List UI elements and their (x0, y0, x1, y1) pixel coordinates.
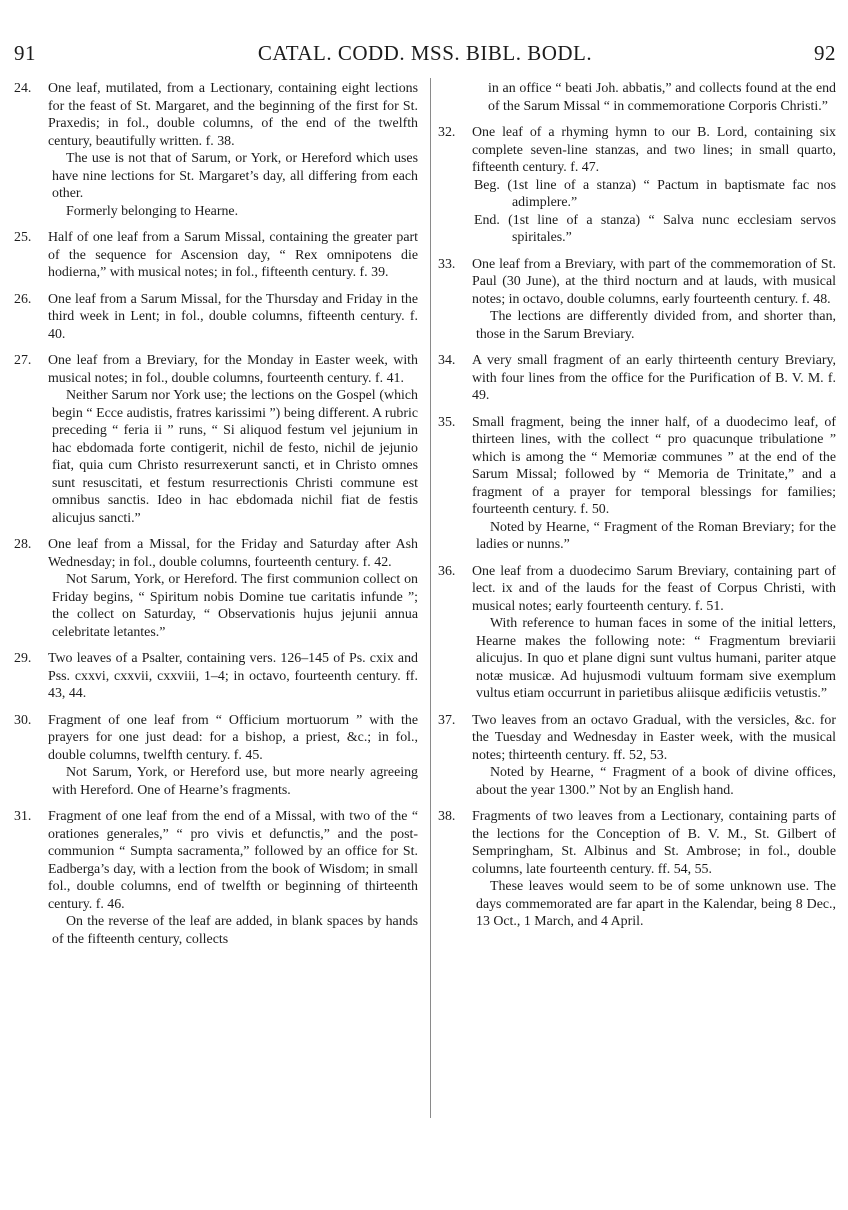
catalogue-entry (438, 563, 836, 703)
continuation-text: in an office “ beati Joh. abbatis,” and collects found at the end of the Sarum Missal “ in commemoratione Corporis Christi.” (488, 81, 836, 114)
entry-description (14, 536, 418, 571)
entry-description (438, 712, 836, 765)
catalogue-entry (14, 291, 418, 344)
entry-description (14, 291, 418, 344)
running-title: CATAL. CODD. MSS. BIBL. BODL. (257, 41, 593, 65)
right-page-number: 92 (814, 41, 836, 65)
catalogue-entry (14, 808, 418, 948)
entry-number: 36. (438, 563, 456, 579)
entry-description (14, 229, 418, 282)
left-column (14, 80, 418, 957)
entry-number: 35. (438, 414, 456, 430)
catalogue-entry (14, 650, 418, 703)
entry-number: 29. (14, 651, 32, 666)
entry-text: A very small fragment of an early thirteenth century Breviary, with four lines from the office for the Purification of B. V. M. f. 49. (472, 353, 836, 403)
entry-description (438, 414, 836, 519)
catalogue-entry (438, 712, 836, 800)
entry-note: The lections are differently divided from, and shorter than, those in the Sarum Breviary. (476, 309, 836, 342)
entry-note: Neither Sarum nor York use; the lections on the Gospel (which begin “ Ecce audistis, fratres karissimi ”) being different. A rubric preceding “ feria ii ” runs, “ Si aliquod festum vel jejunium in hac ebdomada forte contigerit, nichil de festo, nichil de jejunio fiat, quia cum Christo resurrexerunt sancti, et in Christo omnes sunt resuscitati, et festum resurrectionis Christi commune est omnibus sanctis. Ideo in hac ebdomada nichil fiat de festis alicujus sancti.” (52, 388, 418, 526)
catalogue-entry (438, 352, 836, 405)
entry-note: With reference to human faces in some of the initial letters, Hearne makes the following note: “ Fragmentum breviarii alicujus. In quo et plane digni sunt vultus humani, pariter atque notæ musicæ. Ad hujusmodi vultuum formam sive exemplum vultus etiam occurrunt in parietibus aliisque ædificiis vetustis.” (476, 616, 836, 701)
catalogue-entry (14, 712, 418, 800)
entry-number: 32. (438, 125, 456, 140)
page-header (14, 40, 836, 70)
catalogue-entry (438, 414, 836, 554)
entry-description (14, 80, 418, 150)
entry-description (438, 256, 836, 309)
entry-number: 34. (438, 353, 456, 368)
entry-description (438, 563, 836, 616)
catalogue-entry (14, 536, 418, 641)
entry-description (438, 808, 836, 878)
catalogue-entry (14, 352, 418, 527)
entry-text: Fragment of one leaf from “ Officium mortuorum ” with the prayers for one just dead: for a bishop, a priest, &c.; in fol., double columns, twelfth century. f. 45. (48, 712, 418, 763)
entry-description (14, 808, 418, 913)
entry-text: Fragments of two leaves from a Lectionary, containing parts of the lections for the Conception of B. V. M., St. Gilbert of Sempringham, St. Albinus and St. Ambrose; in fol., double columns, late fourteenth century. ff. 54, 55. (472, 809, 836, 877)
entry-note: Formerly belonging to Hearne. (66, 203, 239, 219)
entry-number: 37. (438, 712, 456, 728)
entry-text: Two leaves from an octavo Gradual, with the versicles, &c. for the Tuesday and Wednesday in Easter week, with the musical notes; thirteenth century. ff. 52, 53. (472, 712, 836, 763)
entry-text: Half of one leaf from a Sarum Missal, containing the greater part of the sequence for Ascension day, “ Rex omnipotens die hodierna,” with musical notes; in fol., fifteenth century. f. 39. (48, 230, 418, 280)
entry-text: One leaf from a Breviary, with part of the commemoration of St. Paul (30 June), at the third nocturn and at lauds, with musical notes; in octavo, double columns, early fourteenth century. f. 48. (472, 256, 836, 307)
entry-text: One leaf from a Missal, for the Friday and Saturday after Ash Wednesday; in fol., double columns, fourteenth century. f. 42. (48, 537, 418, 570)
entry-incipit: Beg. (1st line of a stanza) “ Pactum in baptismate fac nos adimplere.” (474, 177, 836, 210)
entry-description (14, 712, 418, 765)
entry-note: These leaves would seem to be of some unknown use. The days commemorated are far apart in the Kalendar, being 8 Dec., 13 Oct., 1 March, and 4 April. (476, 879, 836, 929)
entry-text: One leaf, mutilated, from a Lectionary, containing eight lections for the feast of St. Margaret, and the beginning of the first for St. Praxedis; in fol., double columns, of the end of the twelfth century, beautifully written. f. 38. (48, 81, 418, 149)
entry-number: 28. (14, 537, 32, 552)
entry-note: Not Sarum, York, or Hereford use, but more nearly agreeing with Hereford. One of Hearne’s fragments. (52, 765, 418, 798)
catalogue-entry (14, 80, 418, 220)
entry-description (14, 650, 418, 703)
entry-number: 33. (438, 256, 456, 272)
right-column (438, 80, 836, 940)
entry-note: Noted by Hearne, “ Fragment of the Roman Breviary; for the ladies or nunns.” (476, 519, 836, 552)
entry-text: One leaf from a duodecimo Sarum Breviary, containing part of lect. ix and of the lauds for the feast of Corpus Christi, with musical notes; early fourteenth century. f. 51. (472, 563, 836, 614)
entry-text: One leaf from a Sarum Missal, for the Thursday and Friday in the third week in Lent; in fol., double columns, fifteenth century. f. 40. (48, 291, 418, 342)
entry-text: Two leaves of a Psalter, containing vers. 126–145 of Ps. cxix and Pss. cxxvi, cxxvii, cxxviii, 1–4; in octavo, fourteenth century. ff. 43, 44. (48, 651, 418, 701)
catalogue-entry (438, 256, 836, 344)
entry-text: One leaf of a rhyming hymn to our B. Lord, containing six complete seven-line stanzas, and two lines; in small quarto, fifteenth century. f. 47. (472, 125, 836, 175)
entry-number: 30. (14, 712, 32, 728)
entry-note: On the reverse of the leaf are added, in blank spaces by hands of the fifteenth century, collects (52, 914, 418, 947)
entry-description (438, 352, 836, 405)
left-page-number: 91 (14, 41, 36, 65)
entry-description (438, 124, 836, 177)
entry-text: Small fragment, being the inner half, of a duodecimo leaf, of thirteen lines, with the collect “ pro quacunque tribulatione ” which is among the “ Memoriæ communes ” at the end of the Sarum Missal; followed by “ Memoria de Trinitate,” and a fragment of a prayer for temporal blessings for families; fourteenth century. f. 50. (472, 414, 836, 517)
entry-description (14, 352, 418, 387)
entry-note: Not Sarum, York, or Hereford. The first communion collect on Friday begins, “ Spiritum nobis Domine tue caritatis infunde ”; the collect on Saturday, “ Observationis hujus jejunii annua celebritate letantes.” (52, 572, 418, 640)
entry-text: Fragment of one leaf from the end of a Missal, with two of the “ orationes generales,” “ pro vivis et defunctis,” and the post-communion “ Sumpta sacramenta,” followed by an office for St. Eadberga’s day, with a lection from the book of Wisdom; in small fol., double columns, end of twelfth or beginning of thirteenth century. f. 46. (48, 809, 418, 912)
right-column-entries (438, 124, 836, 931)
column-divider (430, 78, 431, 1118)
entry-number: 24. (14, 81, 32, 96)
entry-number: 31. (14, 809, 32, 824)
entry-incipit: End. (1st line of a stanza) “ Salva nunc ecclesiam servos spiritales.” (474, 212, 836, 245)
entry-number: 27. (14, 353, 32, 368)
catalogue-entry (438, 124, 836, 247)
entry-number: 26. (14, 291, 32, 307)
entry-number: 38. (438, 809, 456, 824)
catalogue-entry (438, 808, 836, 931)
entry-note: Noted by Hearne, “ Fragment of a book of divine offices, about the year 1300.” Not by an English hand. (476, 765, 836, 798)
catalogue-entry (14, 229, 418, 282)
entry-note: The use is not that of Sarum, or York, or Hereford which uses have nine lections for St. Margaret’s day, all differing from each other. (52, 151, 418, 201)
entry-text: One leaf from a Breviary, for the Monday in Easter week, with musical notes; in fol., double columns, fourteenth century. f. 41. (48, 353, 418, 386)
entry-number: 25. (14, 230, 32, 245)
